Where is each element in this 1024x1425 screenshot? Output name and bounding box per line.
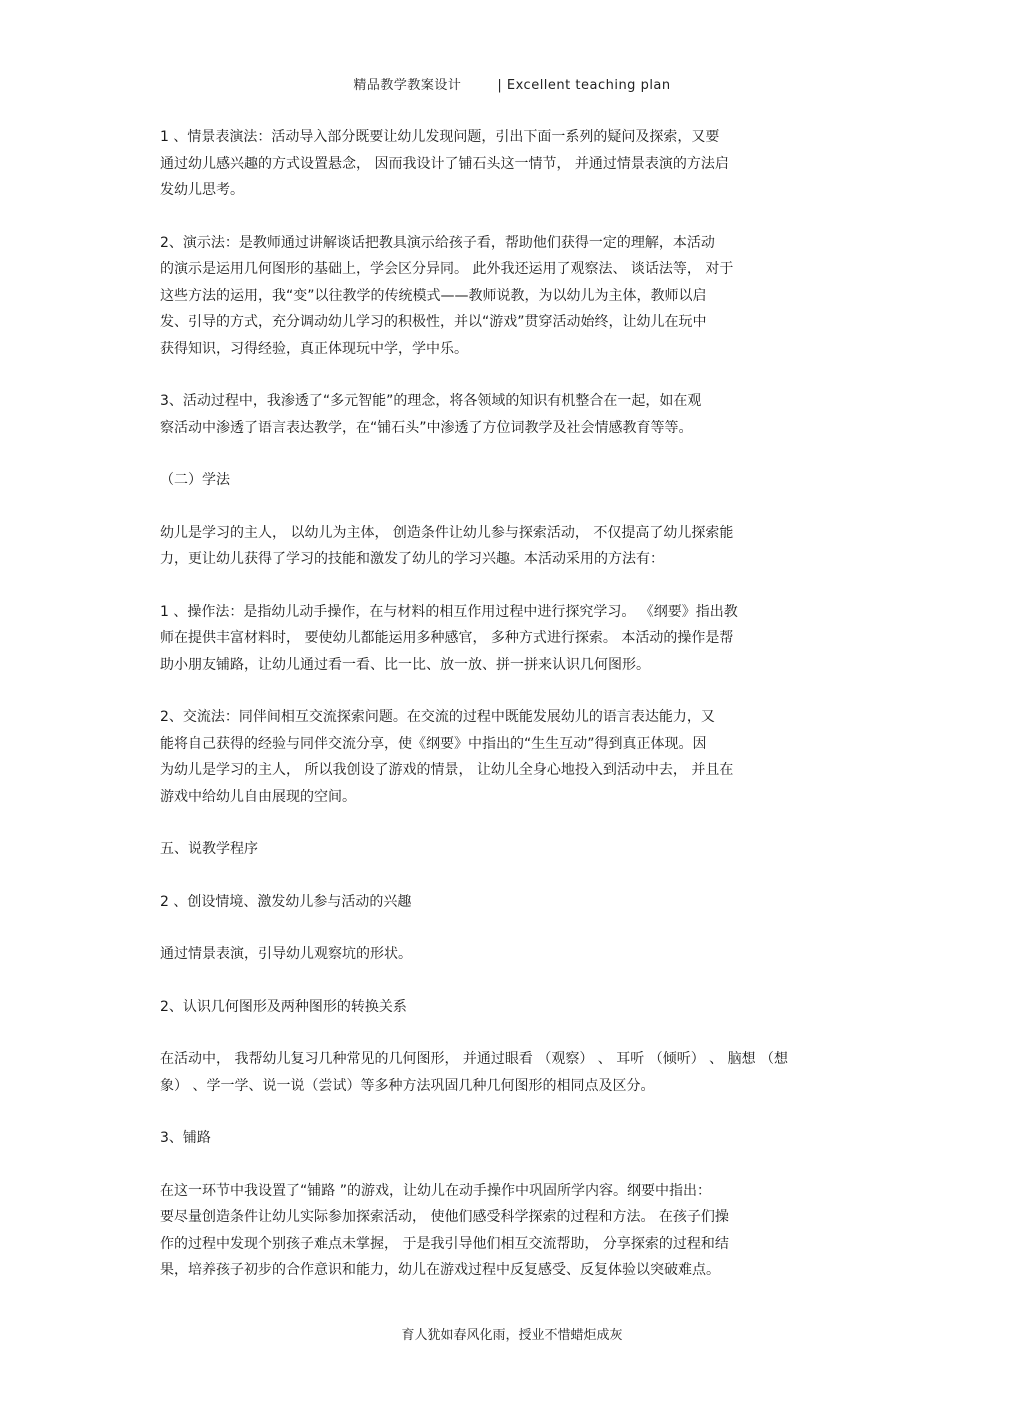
text-line: 游戏中给幼儿自由展现的空间。 <box>160 788 356 805</box>
text-line: 象） 、学一学、说一说（尝试）等多种方法巩固几种几何图形的相同点及区分。 <box>160 1077 655 1094</box>
text-line: 3、铺路 <box>160 1130 211 1146</box>
paragraph-geometry-review <box>160 1046 850 1099</box>
text-line: 1 、操作法：是指幼儿动手操作，在与材料的相互作用过程中进行探究学习。 《纲要》指出教 <box>160 603 738 620</box>
text-line: 在活动中， 我帮幼儿复习几种常见的几何图形， 并通过眼看 （观察） 、 耳听 （倾听） 、 脑想 （想 <box>160 1051 789 1067</box>
header-title-cn: 精品教学教案设计 <box>353 78 462 93</box>
text-line: 2、认识几何图形及两种图形的转换关系 <box>160 998 407 1015</box>
paragraph-method-demo <box>160 230 850 363</box>
text-line: 通过情景表演，引导幼儿观察坑的形状。 <box>160 946 412 962</box>
section-heading-procedure <box>160 836 850 863</box>
text-line: 助小朋友铺路，让幼儿通过看一看、比一比、放一放、拼一拼来认识几何图形。 <box>160 656 650 673</box>
text-line: 察活动中渗透了语言表达教学，在“铺石头”中渗透了方位词教学及社会情感教育等等。 <box>160 419 693 436</box>
text-line: 2、交流法：同伴间相互交流探索问题。在交流的过程中既能发展幼儿的语言表达能力，又 <box>160 709 715 725</box>
text-line: 作的过程中发现个别孩子难点未掌握， 于是我引导他们相互交流帮助， 分享探索的过程和结 <box>160 1235 729 1252</box>
text-line: 这些方法的运用，我“变”以往教学的传统模式——教师说教，为以幼儿为主体，教师以启 <box>160 287 707 304</box>
text-line: 幼儿是学习的主人， 以幼儿为主体， 创造条件让幼儿参与探索活动， 不仅提高了幼儿探索能 <box>160 524 734 541</box>
paragraph-exchange-method <box>160 704 850 810</box>
subheading-geometry <box>160 994 850 1021</box>
text-line: 2、演示法：是教师通过讲解谈话把教具演示给孩子看，帮助他们获得一定的理解，本活动 <box>160 234 715 251</box>
text-line: 要尽量创造条件让幼儿实际参加探索活动， 使他们感受科学探索的过程和方法。 在孩子们操 <box>160 1209 729 1225</box>
text-line: 的演示是运用几何图形的基础上，学会区分异同。 此外我还运用了观察法、 谈话法等， 对于 <box>160 261 734 277</box>
text-line: 通过幼儿感兴趣的方式设置悬念， 因而我设计了铺石头这一情节， 并通过情景表演的方法启 <box>160 155 729 172</box>
text-line: 为幼儿是学习的主人， 所以我创设了游戏的情景， 让幼儿全身心地投入到活动中去， 并且在 <box>160 762 734 778</box>
paragraph-method-situational <box>160 124 850 204</box>
text-line: 2 、创设情境、激发幼儿参与活动的兴趣 <box>160 893 412 910</box>
text-line: 3、活动过程中，我渗透了“多元智能”的理念，将各领域的知识有机整合在一起，如在观 <box>160 393 702 409</box>
text-line: 果，培养孩子初步的合作意识和能力，幼儿在游戏过程中反复感受、反复体验以突破难点。 <box>160 1262 720 1278</box>
header-title-en: | Excellent teaching plan <box>497 78 671 93</box>
section-heading-learning-method <box>160 467 850 494</box>
text-line: 能将自己获得的经验与同伴交流分享，使《纲要》中指出的“生生互动”得到真正体现。因 <box>160 735 707 752</box>
paragraph-paving-game <box>160 1178 850 1284</box>
text-line: 发、引导的方式，充分调动幼儿学习的积极性，并以“游戏”贯穿活动始终，让幼儿在玩中 <box>160 314 707 330</box>
page-header <box>0 74 1024 93</box>
paragraph-situation-performance <box>160 941 850 968</box>
paragraph-operation-method <box>160 599 850 679</box>
document-body <box>160 124 850 1310</box>
paragraph-activity-process <box>160 388 850 441</box>
text-line: 发幼儿思考。 <box>160 182 244 198</box>
subheading-create-situation <box>160 889 850 916</box>
page-footer: 育人犹如春风化雨，授业不惜蜡炬成灰 <box>401 1328 623 1343</box>
text-line: 五、说教学程序 <box>160 841 258 857</box>
text-line: 师在提供丰富材料时， 要使幼儿都能运用多种感官， 多种方式进行探索。 本活动的操作是帮 <box>160 630 734 646</box>
text-line: （二）学法 <box>160 472 230 488</box>
paragraph-learning-intro <box>160 520 850 573</box>
text-line: 获得知识，习得经验，真正体现玩中学，学中乐。 <box>160 340 468 357</box>
text-line: 1 、情景表演法：活动导入部分既要让幼儿发现问题，引出下面一系列的疑问及探索，又要 <box>160 129 720 145</box>
text-line: 在这一环节中我设置了“铺路 ”的游戏，让幼儿在动手操作中巩固所学内容。纲要中指出： <box>160 1182 711 1199</box>
text-line: 力，更让幼儿获得了学习的技能和激发了幼儿的学习兴趣。本活动采用的方法有： <box>160 551 664 567</box>
subheading-paving <box>160 1125 850 1152</box>
